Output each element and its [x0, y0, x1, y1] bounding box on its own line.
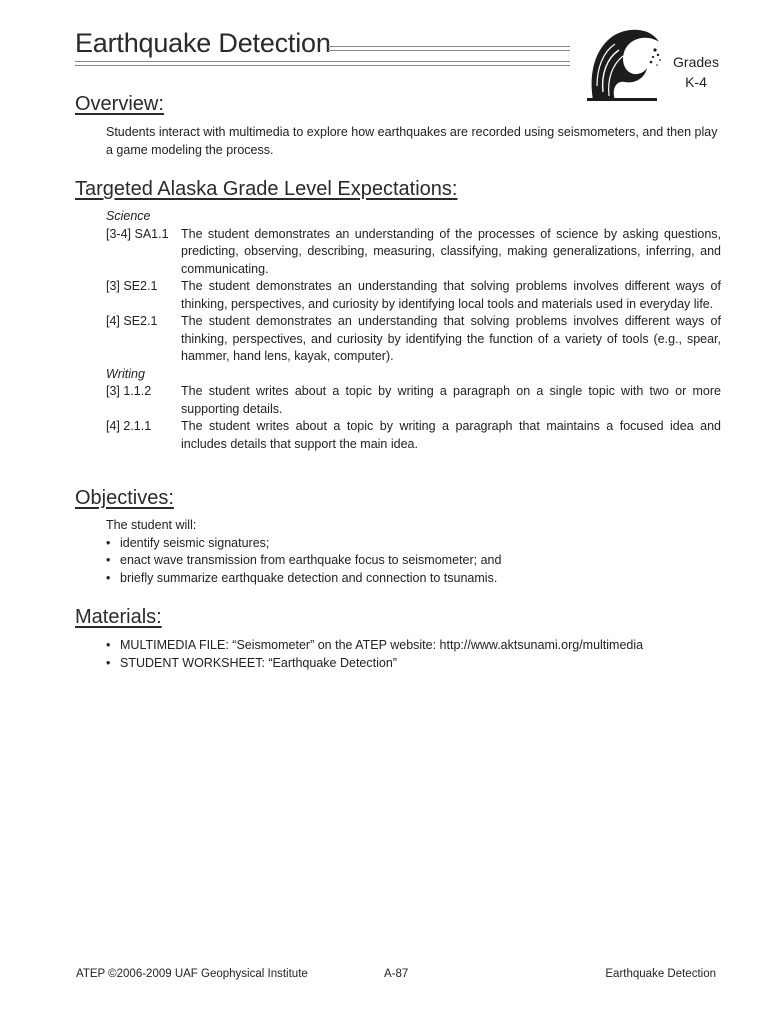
gle-item	[106, 383, 721, 418]
gle-section	[106, 208, 721, 453]
list-item-text: MULTIMEDIA FILE: “Seismometer” on the ATEP website: http://www.aktsunami.org/multimedia	[120, 638, 644, 652]
list-item-text: STUDENT WORKSHEET: “Earthquake Detection”	[120, 655, 397, 670]
gle-code: [4] SE2.1	[106, 314, 158, 328]
gle-description: The student writes about a topic by writing a paragraph that maintains a focused idea and includes details that support the main idea.	[181, 419, 721, 451]
bullet-icon: •	[106, 553, 111, 567]
objectives-heading: Objectives:	[75, 487, 174, 509]
grades-label: Grades	[673, 54, 719, 70]
overview-heading: Overview:	[75, 93, 164, 115]
overview-text: Students interact with multimedia to explore how earthquakes are recorded using seismometers, and then play a game modeling the process.	[106, 125, 718, 157]
objectives-list	[106, 517, 721, 587]
gle-code: [3] 1.1.2	[106, 384, 152, 398]
gle-code: [4] 2.1.1	[106, 419, 152, 433]
gle-heading: Targeted Alaska Grade Level Expectations:	[75, 178, 458, 200]
list-item	[106, 535, 721, 553]
footer-page-number: A-87	[384, 968, 409, 980]
gle-code: [3-4] SA1.1	[106, 226, 169, 241]
grades-box	[668, 52, 724, 92]
bullet-icon: •	[106, 655, 111, 670]
bullet-icon: •	[106, 638, 111, 652]
gle-item	[106, 278, 721, 313]
list-item-text: enact wave transmission from earthquake focus to seismometer; and	[120, 553, 502, 567]
bullet-icon: •	[106, 535, 111, 550]
list-item	[106, 552, 721, 570]
footer-copyright: ATEP ©2006-2009 UAF Geophysical Institute	[76, 968, 308, 980]
page-title: Earthquake Detection	[75, 28, 331, 58]
science-label: Science	[106, 209, 151, 223]
list-item	[106, 655, 721, 673]
list-item	[106, 637, 721, 655]
gle-description: The student writes about a topic by writing a paragraph on a single topic with two or more supporting details.	[181, 384, 721, 416]
objectives-intro: The student will:	[106, 518, 197, 532]
gle-description: The student demonstrates an understanding that solving problems involves different ways of thinking, perspectives, and curiosity by identifying the function of a variety of tools (e.g., spear, hammer, hand lens, kayak, computer).	[181, 314, 721, 363]
list-item-text: briefly summarize earthquake detection and connection to tsunamis.	[120, 570, 498, 585]
title-rule-upper	[328, 46, 570, 51]
gle-code: [3] SE2.1	[106, 279, 158, 293]
gle-item	[106, 313, 721, 366]
footer-document-title: Earthquake Detection	[605, 968, 716, 980]
gle-item	[106, 226, 721, 279]
gle-description: The student demonstrates an understanding that solving problems involves different ways of thinking, perspectives, and curiosity by identifying local tools and materials used in everyday life.	[181, 279, 721, 311]
list-item	[106, 570, 721, 588]
gle-description: The student demonstrates an understanding of the processes of science by asking questions, predicting, observing, describing, measuring, classifying, making generalizations, inferring, and communicating.	[181, 226, 721, 276]
materials-list	[106, 637, 721, 672]
gle-item	[106, 418, 721, 453]
bullet-icon: •	[106, 570, 111, 585]
title-rule-lower	[75, 61, 570, 66]
tsunami-wave-icon	[585, 22, 663, 102]
materials-heading: Materials:	[75, 606, 162, 628]
grades-value: K-4	[685, 74, 707, 90]
list-item-text: identify seismic signatures;	[120, 535, 270, 550]
writing-label: Writing	[106, 366, 145, 381]
